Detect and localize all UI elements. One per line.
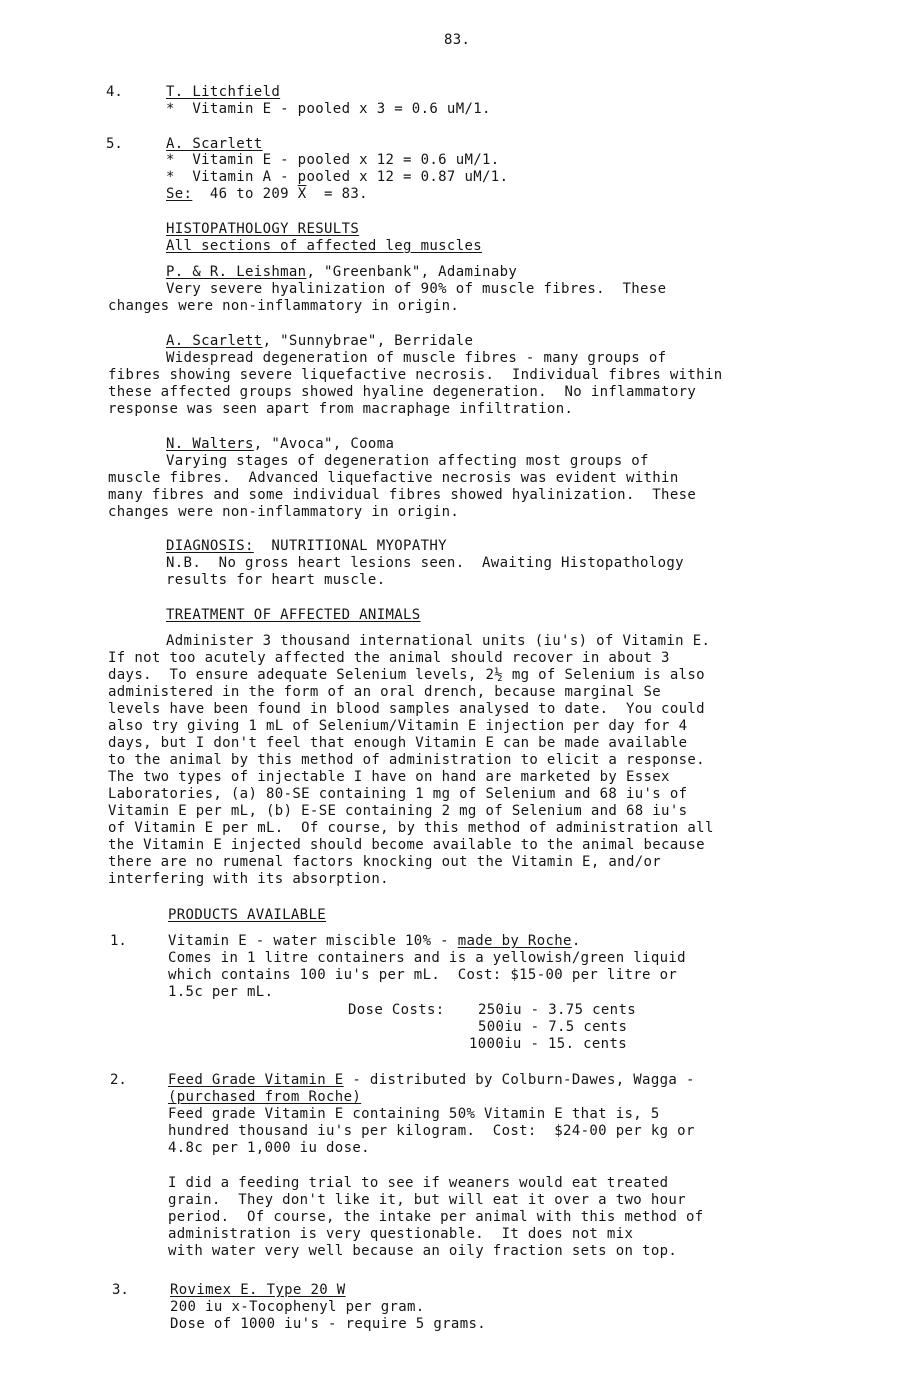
- product-1-line: 1.5c per mL.: [168, 984, 274, 1000]
- product-1-maker: made by Roche: [457, 933, 572, 949]
- item-5-vitamin-a: * Vitamin A - pooled x 12 = 0.87 uM/1.: [166, 169, 509, 185]
- treatment-line: Laboratories, (a) 80-SE containing 1 mg of Selenium and 68 iu's of: [108, 786, 688, 802]
- case-scarlett-line: these affected groups showed hyaline degeneration. No inflammatory: [108, 384, 697, 400]
- feeding-trial-line: administration is very questionable. It does not mix: [168, 1226, 634, 1242]
- dose-cost-row: 1000iu - 15. cents: [469, 1036, 628, 1052]
- product-2-line: 4.8c per 1,000 iu dose.: [168, 1140, 370, 1156]
- treatment-line: levels have been found in blood samples analysed to date. You could: [108, 701, 705, 717]
- product-1-number: 1.: [110, 933, 127, 949]
- mean-symbol: $\overline{X}$: [297, 186, 307, 202]
- case-scarlett-location: , "Sunnybrae", Berridale: [262, 333, 474, 349]
- product-3-line: 200 iu x-Tocophenyl per gram.: [170, 1299, 425, 1315]
- treatment-line: also try giving 1 mL of Selenium/Vitamin E injection per day for 4: [108, 718, 688, 734]
- treatment-line: Vitamin E per mL, (b) E-SE containing 2 mg of Selenium and 68 iu's: [108, 803, 688, 819]
- case-leishman-name: P. & R. Leishman: [166, 264, 307, 280]
- feeding-trial-line: I did a feeding trial to see if weaners would eat treated: [168, 1175, 669, 1191]
- diagnosis-label: DIAGNOSIS:: [166, 538, 254, 554]
- treatment-line: interfering with its absorption.: [108, 871, 389, 887]
- treatment-line: days. To ensure adequate Selenium levels, 2½ mg of Selenium is also: [108, 667, 705, 683]
- histopathology-heading: HISTOPATHOLOGY RESULTS: [166, 221, 360, 237]
- product-2-title: [168, 1072, 695, 1089]
- product-1-title-end: .: [571, 933, 581, 949]
- treatment-line: If not too acutely affected the animal should recover in about 3: [108, 650, 670, 666]
- case-scarlett-title: [166, 333, 473, 350]
- feeding-trial-line: with water very well because an oily fraction sets on top.: [168, 1243, 678, 1259]
- treatment-line: administered in the form of an oral drench, because marginal Se: [108, 684, 662, 700]
- product-2-line: Feed grade Vitamin E containing 50% Vitamin E that is, 5: [168, 1106, 660, 1122]
- treatment-line: there are no rumenal factors knocking out the Vitamin E, and/or: [108, 854, 662, 870]
- diagnosis-note-line: N.B. No gross heart lesions seen. Awaiting Histopathology: [166, 555, 684, 571]
- product-3-title: Rovimex E. Type 20 W: [170, 1282, 346, 1298]
- case-scarlett-name: A. Scarlett: [166, 333, 263, 349]
- item-4-number: 4.: [106, 84, 123, 100]
- feeding-trial-line: grain. They don't like it, but will eat it over a two hour: [168, 1192, 686, 1208]
- diagnosis-value: NUTRITIONAL MYOPATHY: [253, 538, 447, 554]
- product-3-number: 3.: [112, 1282, 129, 1298]
- item-4-name: T. Litchfield: [166, 84, 281, 100]
- item-5-selenium: [166, 186, 368, 203]
- treatment-heading: TREATMENT OF AFFECTED ANIMALS: [166, 607, 421, 623]
- products-heading: PRODUCTS AVAILABLE: [168, 907, 327, 923]
- product-3-line: Dose of 1000 iu's - require 5 grams.: [170, 1316, 487, 1332]
- diagnosis: [166, 538, 447, 555]
- product-1-title: [168, 933, 581, 950]
- case-leishman-title: [166, 264, 517, 281]
- case-walters-line: many fibres and some individual fibres showed hyalinization. These: [108, 487, 697, 503]
- se-range: 46 to 209: [192, 186, 298, 202]
- product-1-line: which contains 100 iu's per mL. Cost: $15-00 per litre or: [168, 967, 678, 983]
- treatment-line: days, but I don't feel that enough Vitamin E can be made available: [108, 735, 688, 751]
- item-5-name: A. Scarlett: [166, 136, 263, 152]
- product-2-line: hundred thousand iu's per kilogram. Cost: $24-00 per kg or: [168, 1123, 695, 1139]
- se-mean: = 83.: [306, 186, 368, 202]
- case-scarlett-line: response was seen apart from macraphage infiltration.: [108, 401, 574, 417]
- treatment-line: Administer 3 thousand international units (iu's) of Vitamin E.: [166, 633, 711, 649]
- product-1-line: Comes in 1 litre containers and is a yellowish/green liquid: [168, 950, 686, 966]
- diagnosis-note-line: results for heart muscle.: [166, 572, 386, 588]
- se-label: Se:: [166, 186, 193, 202]
- item-5-number: 5.: [106, 136, 123, 152]
- treatment-line: the Vitamin E injected should become available to the animal because: [108, 837, 705, 853]
- product-2-number: 2.: [110, 1072, 127, 1088]
- case-walters-title: [166, 436, 394, 453]
- item-5-vitamin-e: * Vitamin E - pooled x 12 = 0.6 uM/1.: [166, 152, 500, 168]
- case-walters-line: muscle fibres. Advanced liquefactive necrosis was evident within: [108, 470, 679, 486]
- product-2-name: Feed Grade Vitamin E: [168, 1072, 344, 1088]
- feeding-trial-line: period. Of course, the intake per animal with this method of: [168, 1209, 704, 1225]
- case-leishman-location: , "Greenbank", Adaminaby: [306, 264, 518, 280]
- case-walters-line: Varying stages of degeneration affecting most groups of: [166, 453, 649, 469]
- case-leishman-line: changes were non-inflammatory in origin.: [108, 298, 460, 314]
- case-scarlett-line: fibres showing severe liquefactive necrosis. Individual fibres within: [108, 367, 723, 383]
- dose-cost-row: 500iu - 7.5 cents: [478, 1019, 628, 1035]
- dose-cost-row: 250iu - 3.75 cents: [478, 1002, 637, 1018]
- item-4-vitamin-e: * Vitamin E - pooled x 3 = 0.6 uM/1.: [166, 101, 491, 117]
- case-scarlett-line: Widespread degeneration of muscle fibres - many groups of: [166, 350, 667, 366]
- product-1-title-text: Vitamin E - water miscible 10% -: [168, 933, 458, 949]
- treatment-line: to the animal by this method of administration to elicit a response.: [108, 752, 705, 768]
- page-number: 83.: [444, 32, 471, 48]
- case-walters-line: changes were non-inflammatory in origin.: [108, 504, 460, 520]
- product-2-line: (purchased from Roche): [168, 1089, 362, 1105]
- product-2-distributor: - distributed by Colburn-Dawes, Wagga -: [343, 1072, 695, 1088]
- histopathology-subheading: All sections of affected leg muscles: [166, 238, 483, 254]
- case-walters-name: N. Walters: [166, 436, 254, 452]
- treatment-line: of Vitamin E per mL. Of course, by this method of administration all: [108, 820, 714, 836]
- case-walters-location: , "Avoca", Cooma: [253, 436, 395, 452]
- treatment-line: The two types of injectable I have on hand are marketed by Essex: [108, 769, 670, 785]
- case-leishman-line: Very severe hyalinization of 90% of muscle fibres. These: [166, 281, 667, 297]
- dose-costs-label: Dose Costs:: [348, 1002, 445, 1018]
